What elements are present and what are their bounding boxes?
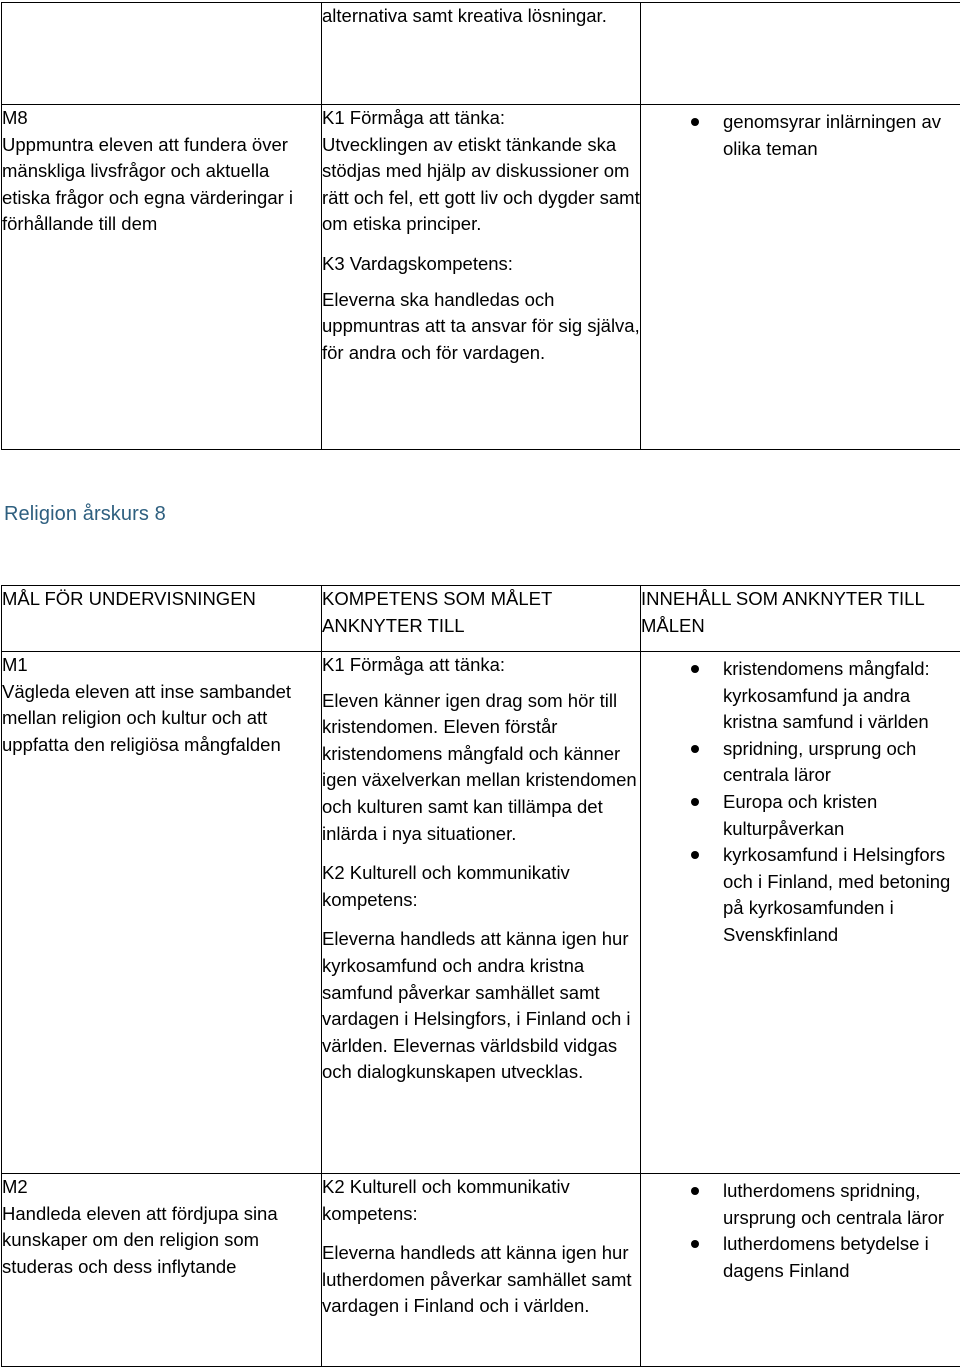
content-item: Europa och kristen kulturpåverkan: [641, 789, 955, 842]
row-m1-content-cell: [641, 652, 960, 1174]
top-row1-competence-cell: [322, 105, 641, 450]
goal-code-m8: M8: [2, 107, 28, 128]
goal-text-m2: Handleda eleven att fördjupa sina kunskaper om den religion som studeras och dess inflytande: [2, 1202, 278, 1277]
competence-text: Eleverna handleds att känna igen hur lutherdomen påverkar samhället samt vardagen i Finland och i världen.: [322, 1242, 632, 1317]
header-content-label: INNEHÅLL SOM ANKNYTER TILL MÅLEN: [641, 588, 925, 636]
header-competence: [322, 586, 641, 652]
goal-text-m1: Vägleda eleven att inse sambandet mellan religion och kultur och att uppfatta den religiösa mångfalden: [2, 680, 292, 755]
main-curriculum-table: [1, 585, 960, 1367]
bullet-icon: [691, 1240, 699, 1248]
row-m2-content-cell: [641, 1174, 960, 1367]
section-title: Religion årskurs 8: [4, 503, 166, 525]
competence-text-k1: Utvecklingen av etiskt tänkande ska stödjas med hjälp av diskussioner om rätt och fel, ett gott liv och dygder samt om etiska principer.: [322, 133, 640, 235]
bullet-icon: [691, 745, 699, 753]
bullet-icon: [691, 798, 699, 806]
top-row0-goal-cell: [2, 3, 322, 105]
goal-code-m2: M2: [2, 1176, 28, 1197]
content-item: lutherdomens betydelse i dagens Finland: [641, 1231, 955, 1284]
row-m2-competence-cell: [322, 1174, 641, 1367]
content-list-m1: [641, 656, 955, 949]
header-goal: [2, 586, 322, 652]
competence-heading: K2 Kulturell och kommunikativ kompetens:: [322, 1176, 570, 1224]
content-item: spridning, ursprung och centrala läror: [641, 736, 955, 789]
content-item: genomsyrar inlärningen av olika teman: [641, 109, 955, 162]
row-m1-goal-cell: [2, 652, 322, 1174]
content-item: lutherdomens spridning, ursprung och centrala läror: [641, 1178, 955, 1231]
top-curriculum-table: [1, 2, 960, 450]
competence-heading: K1 Förmåga att tänka:: [322, 654, 506, 675]
content-list-m8: [641, 109, 955, 162]
content-list-m2: [641, 1178, 955, 1284]
header-competence-label: KOMPETENS SOM MÅLET ANKNYTER TILL: [322, 588, 552, 636]
header-goal-label: MÅL FÖR UNDERVISNINGEN: [2, 588, 256, 609]
competence-text: Eleven känner igen drag som hör till kristendomen. Eleven förstår kristendomens mångfald och känner igen växelverkan mellan kristendomen och kulturen samt kan tillämpa det inlärda i nya situationer.: [322, 689, 637, 844]
header-content: [641, 586, 960, 652]
row-m1-competence-cell: [322, 652, 641, 1174]
goal-text-m8: Uppmuntra eleven att fundera över mänskliga livsfrågor och aktuella etiska frågor och egna värderingar i förhållande till dem: [2, 133, 294, 235]
bullet-icon: [691, 665, 699, 673]
bullet-icon: [691, 118, 699, 126]
competence-heading: K2 Kulturell och kommunikativ kompetens:: [322, 862, 570, 910]
content-item: kyrkosamfund i Helsingfors och i Finland, med betoning på kyrkosamfunden i Svenskfinland: [641, 842, 955, 948]
top-row0-goal-continuation: [322, 3, 641, 105]
top-row0-content-cell: [641, 3, 960, 105]
bullet-icon: [691, 1187, 699, 1195]
bullet-icon: [691, 851, 699, 859]
goal-code-m1: M1: [2, 654, 28, 675]
competence-heading-k3: K3 Vardagskompetens:: [322, 252, 513, 274]
competence-heading-k1: K1 Förmåga att tänka:: [322, 107, 506, 128]
top-row1-content-cell: [641, 105, 960, 450]
row-m2-goal-cell: [2, 1174, 322, 1367]
top-row1-goal-cell: [2, 105, 322, 450]
competence-text-k3: Eleverna ska handledas och uppmuntras att ta ansvar för sig själva, för andra och för vardagen.: [322, 288, 640, 363]
top-row0-goal-text: alternativa samt kreativa lösningar.: [322, 5, 607, 26]
content-item: kristendomens mångfald: kyrkosamfund ja andra kristna samfund i världen: [641, 656, 955, 736]
competence-text: Eleverna handleds att känna igen hur kyrkosamfund och andra kristna samfund påverkar samhället samt vardagen i Helsingfors, i Finland och i världen. Elevernas världsbild vidgas och dialogkunskapen utvecklas.: [322, 928, 631, 1083]
